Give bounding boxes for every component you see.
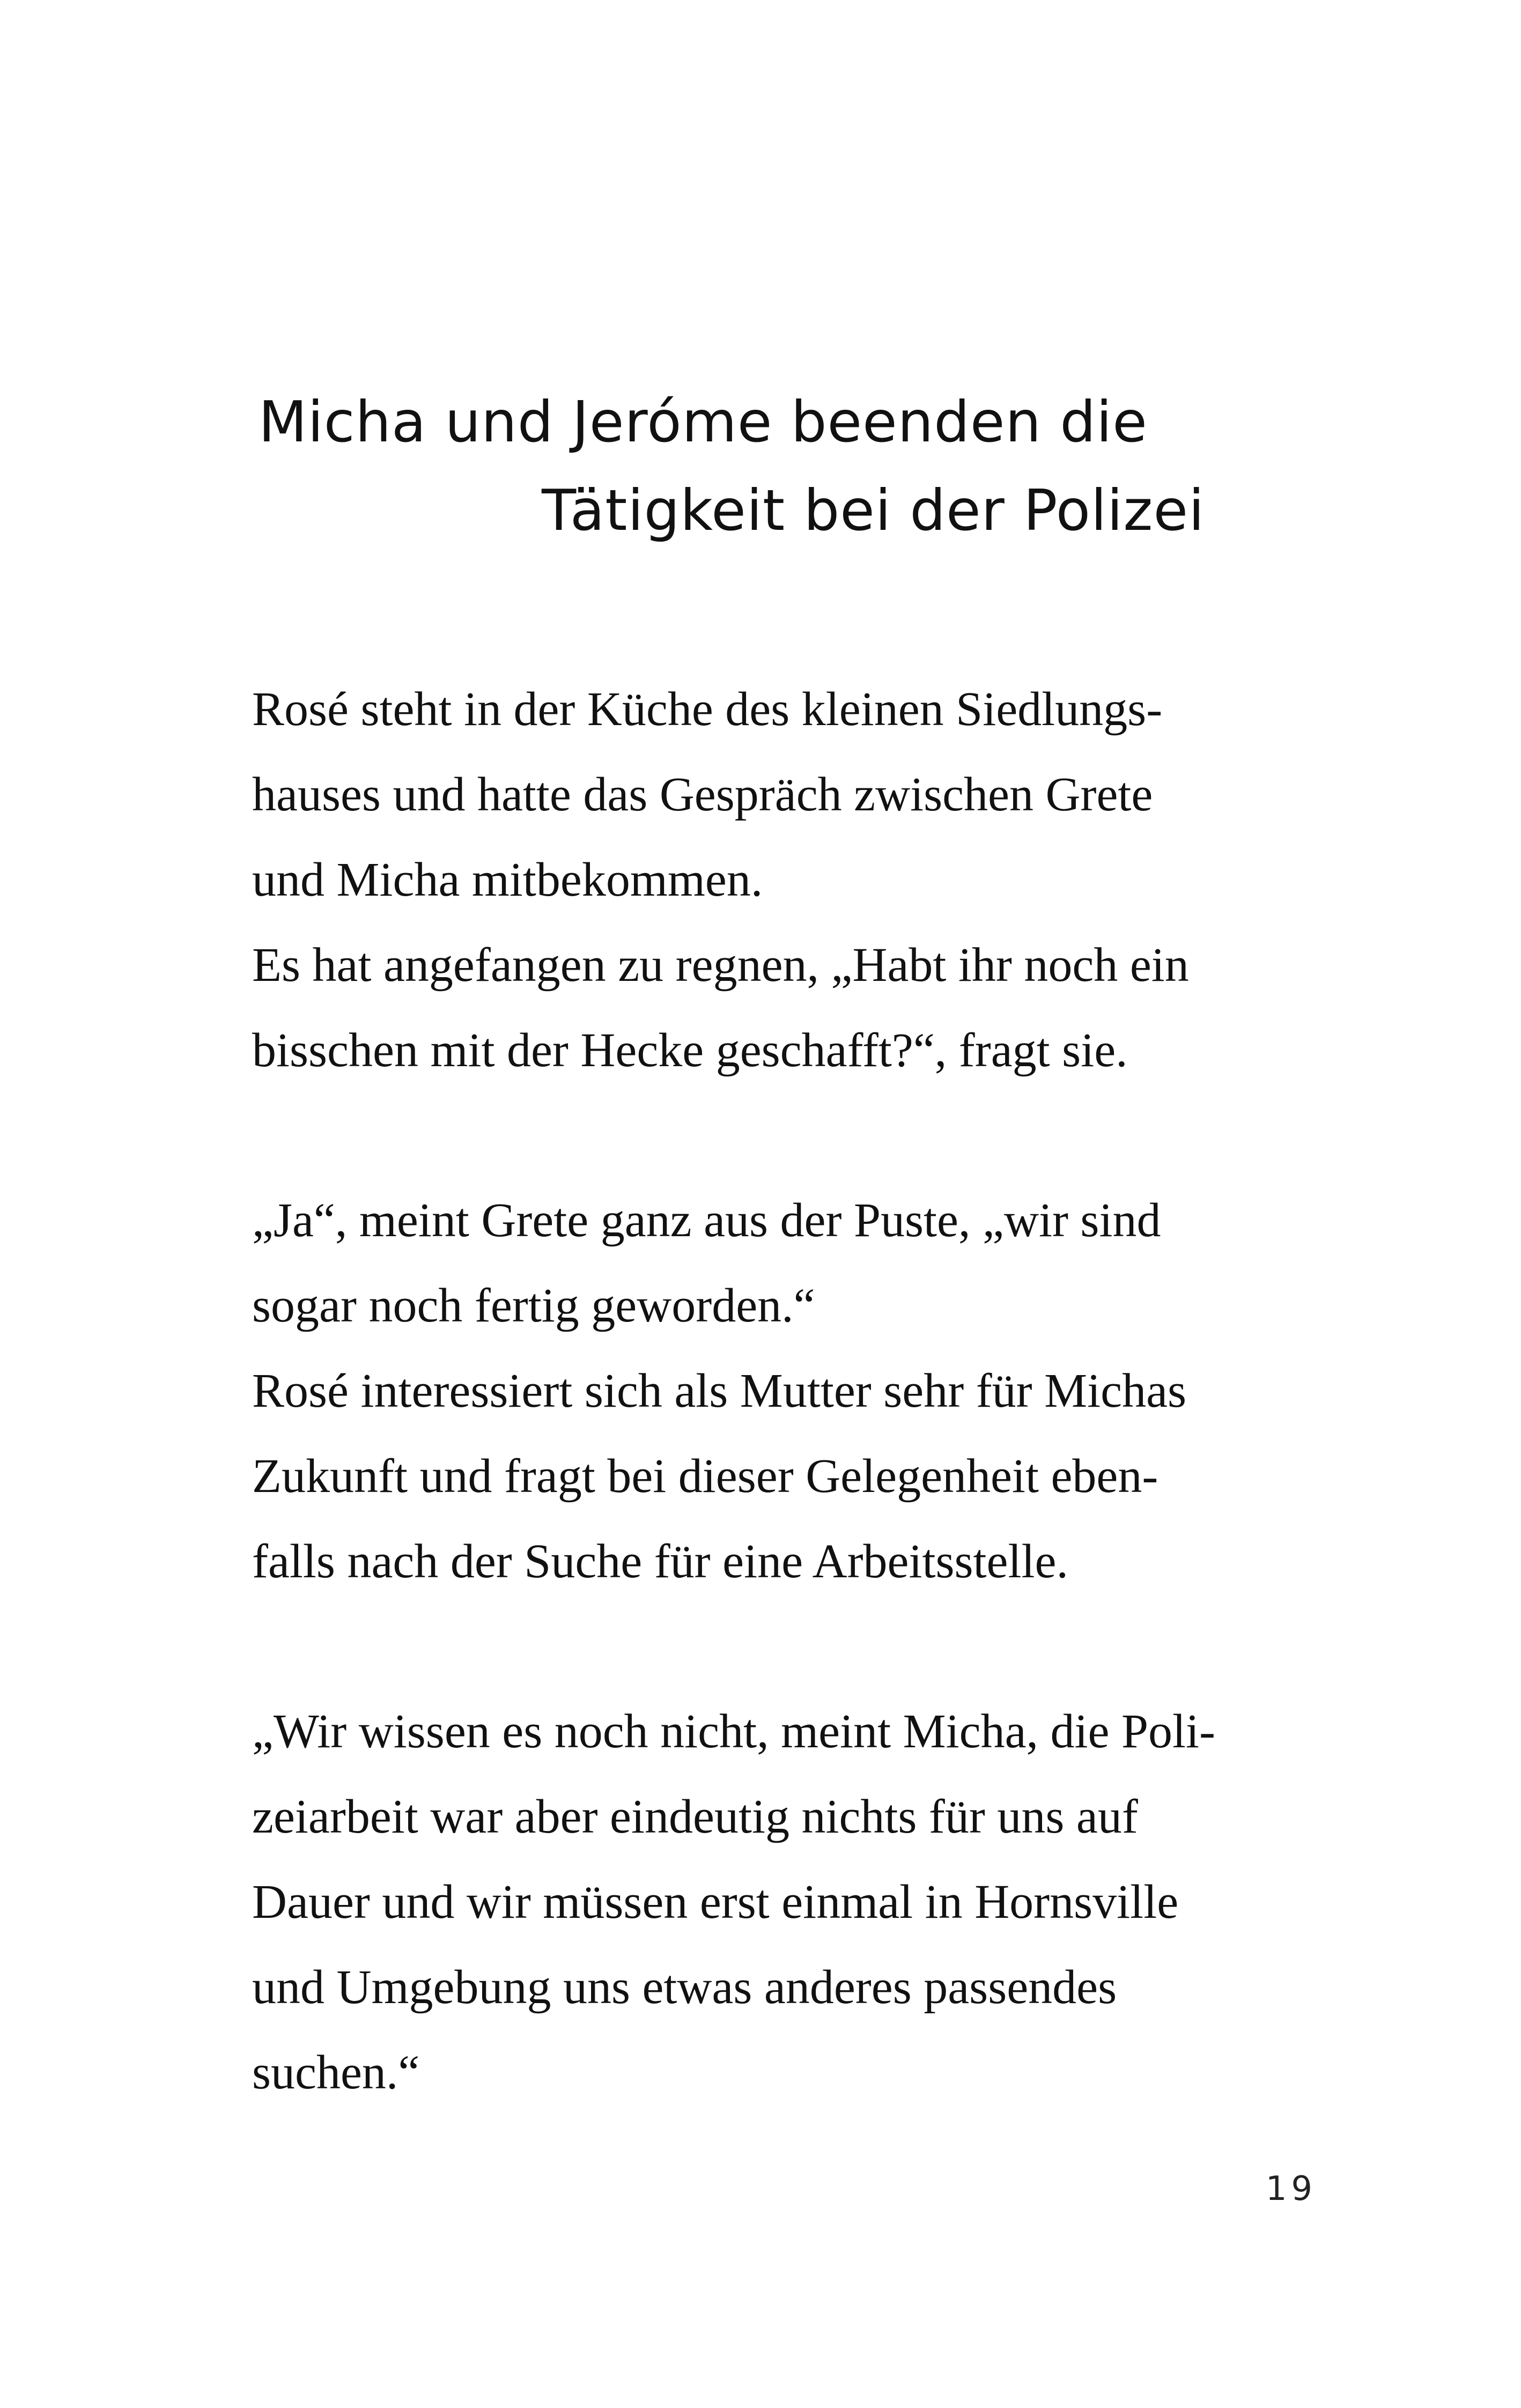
chapter-title-line-1: Micha und Jeróme beenden die [259,389,1148,455]
text-line: Rosé interessiert sich als Mutter sehr für Michas [252,1364,1187,1417]
text-line: „Ja“, meint Grete ganz aus der Puste, „wir sind [252,1194,1161,1247]
chapter-title-line-2: Tätigkeit bei der Polizei [542,478,1205,543]
text-line: und Micha mitbekommen. [252,853,763,906]
text-line: falls nach der Suche für eine Arbeitsstelle. [252,1535,1068,1588]
text-line: zeiarbeit war aber eindeutig nichts für uns auf [252,1790,1138,1843]
text-line: Zukunft und fragt bei dieser Gelegenheit eben- [252,1450,1158,1503]
text-line: und Umgebung uns etwas anderes passendes [252,1961,1117,2014]
text-line: hauses und hatte das Gespräch zwischen Grete [252,768,1153,821]
page-number: 19 [1266,2169,1317,2208]
text-line: Rosé steht in der Küche des kleinen Siedlungs- [252,683,1163,736]
text-line: „Wir wissen es noch nicht, meint Micha, die Poli- [252,1705,1216,1758]
text-line: Dauer und wir müssen erst einmal in Hornsville [252,1875,1179,1929]
text-line: sogar noch fertig geworden.“ [252,1279,815,1332]
text-line: bisschen mit der Hecke geschafft?“, fragt sie. [252,1024,1128,1077]
text-line: suchen.“ [252,2046,420,2099]
text-line: Es hat angefangen zu regnen, „Habt ihr noch ein [252,939,1189,992]
